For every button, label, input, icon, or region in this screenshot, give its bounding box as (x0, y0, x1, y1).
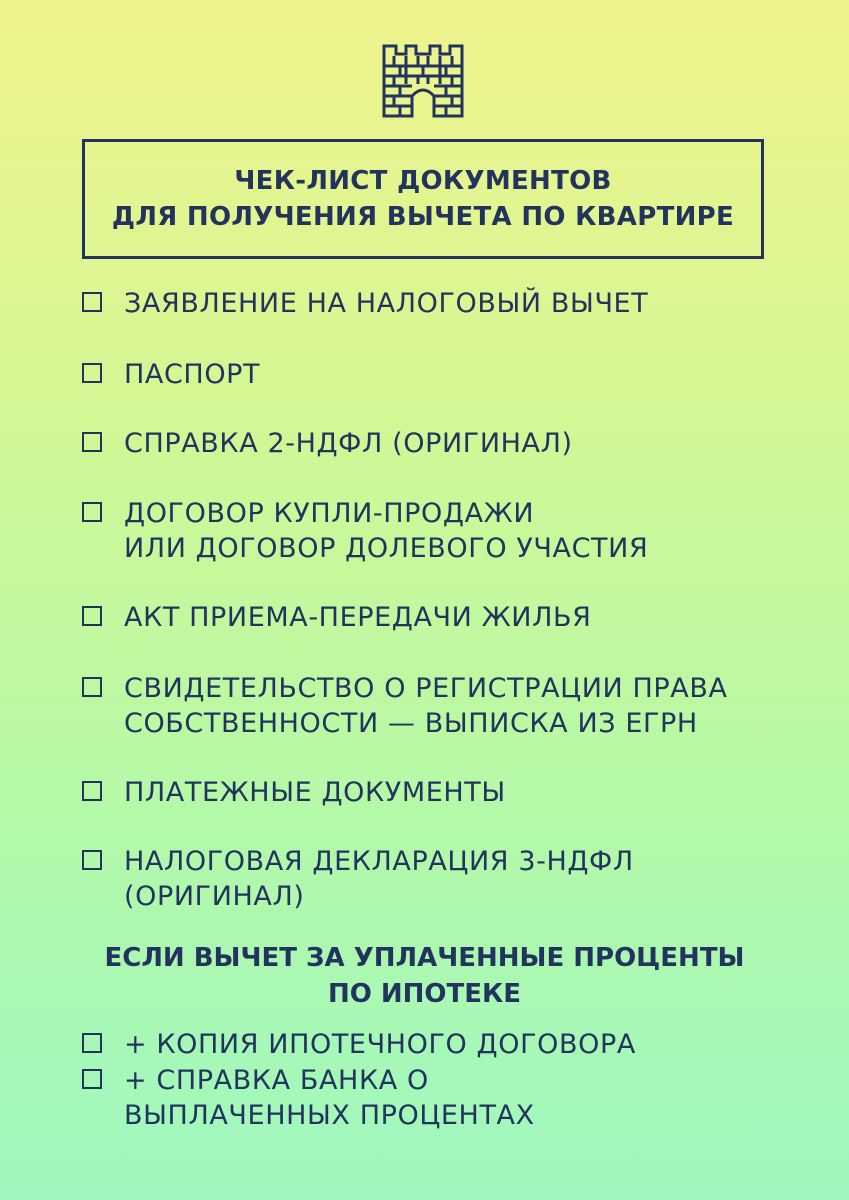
checklist-item (82, 671, 728, 741)
section-title-line-2: ПО ИПОТЕКЕ (327, 979, 522, 1009)
checklist-item-label: ПЛАТЕЖНЫЕ ДОКУМЕНТЫ (124, 777, 506, 808)
checkbox[interactable] (82, 432, 102, 452)
checklist-item-label: ПАСПОРТ (124, 359, 261, 390)
title-line-2: ДЛЯ ПОЛУЧЕНИЯ ВЫЧЕТА ПО КВАРТИРЕ (111, 202, 735, 232)
checklist-item-label: ДОГОВОР КУПЛИ-ПРОДАЖИ ИЛИ ДОГОВОР ДОЛЕВОГО УЧАСТИЯ (124, 498, 649, 564)
checkbox[interactable] (82, 850, 102, 870)
checklist-item (82, 496, 648, 566)
checklist-item (82, 426, 573, 461)
checkbox[interactable] (82, 502, 102, 522)
tower-logo-icon (382, 44, 464, 118)
checkbox[interactable] (82, 677, 102, 697)
checklist-item-label: ЗАЯВЛЕНИЕ НА НАЛОГОВЫЙ ВЫЧЕТ (124, 288, 649, 319)
checkbox[interactable] (82, 1033, 102, 1053)
checklist-item (82, 357, 260, 392)
checklist-item-label: СВИДЕТЕЛЬСТВО О РЕГИСТРАЦИИ ПРАВА СОБСТВЕННОСТИ — ВЫПИСКА ИЗ ЕГРН (124, 673, 728, 739)
checkbox[interactable] (82, 781, 102, 801)
mortgage-section-heading (0, 940, 849, 1012)
title-box (82, 139, 764, 259)
checkbox[interactable] (82, 292, 102, 312)
checkbox[interactable] (82, 606, 102, 626)
section-title-line-1: ЕСЛИ ВЫЧЕТ ЗА УПЛАЧЕННЫЕ ПРОЦЕНТЫ (104, 943, 745, 973)
checklist-item-label: СПРАВКА 2-НДФЛ (ОРИГИНАЛ) (124, 428, 573, 459)
checklist-item (82, 844, 634, 914)
checkbox[interactable] (82, 1069, 102, 1089)
mortgage-item (82, 1027, 636, 1062)
checklist-item-label: НАЛОГОВАЯ ДЕКЛАРАЦИЯ 3-НДФЛ (ОРИГИНАЛ) (124, 846, 634, 912)
checkbox[interactable] (82, 363, 102, 383)
mortgage-item (82, 1063, 535, 1133)
checklist-item (82, 600, 592, 635)
title-line-1: ЧЕК-ЛИСТ ДОКУМЕНТОВ (234, 166, 612, 196)
mortgage-item-label: + СПРАВКА БАНКА О ВЫПЛАЧЕННЫХ ПРОЦЕНТАХ (124, 1065, 535, 1131)
checklist-item (82, 286, 648, 321)
checklist-item (82, 775, 506, 810)
checklist-item-label: АКТ ПРИЕМА-ПЕРЕДАЧИ ЖИЛЬЯ (124, 602, 592, 633)
mortgage-item-label: + КОПИЯ ИПОТЕЧНОГО ДОГОВОРА (124, 1029, 636, 1060)
